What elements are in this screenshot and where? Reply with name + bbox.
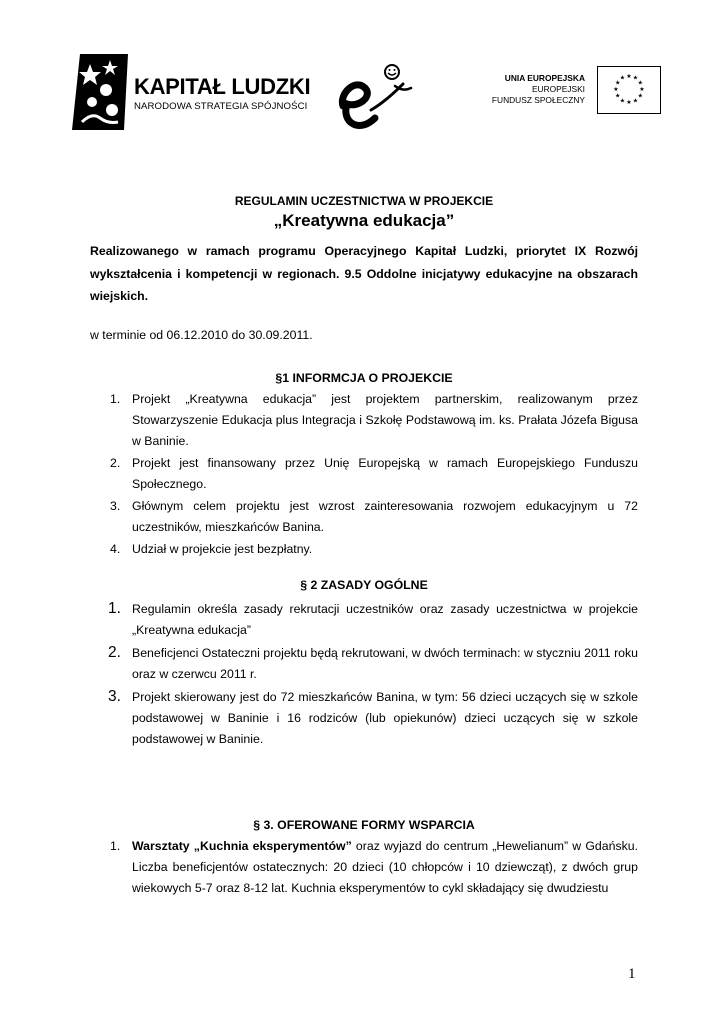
list-item [90,643,638,685]
list-item-number: 1. [108,600,121,617]
list-item-text: Regulamin określa zasady rekrutacji uczestników oraz zasady uczestnictwa w projekcie „Kreatywna edukacja” [132,602,638,637]
list-item [90,389,638,452]
list-item [90,496,638,538]
page-number: 1 [628,966,636,982]
list-item-number: 2. [110,456,121,470]
list-item-number: 3. [108,688,121,705]
svg-text:★: ★ [615,92,621,100]
list-item-number: 2. [108,644,121,661]
section-2-list [90,599,638,752]
list-item-number: 1. [110,392,121,406]
list-item [90,687,638,750]
list-item [90,453,638,495]
eu-line-1: UNIA EUROPEJSKA [504,73,585,83]
list-item-number: 1. [110,839,121,853]
list-item [90,836,638,899]
svg-text:★: ★ [613,86,619,93]
list-item-text: Projekt „Kreatywna edukacja” jest projektem partnerskim, realizowanym przez Stowarzyszenie Edukacja plus Integracja i Szkołę Podstawową im. ks. Prałata Józefa Bigusa w Baninie. [132,392,638,448]
project-term: w terminie od 06.12.2010 do 30.09.2011. [90,328,313,342]
list-item-text: Głównym celem projektu jest wzrost zainteresowania rozwojem edukacyjnym u 72 uczestników, mieszkańców Banina. [132,499,638,534]
list-item [90,599,638,641]
svg-text:★: ★ [632,97,639,105]
svg-text:★: ★ [619,97,626,105]
list-item-text: Projekt jest finansowany przez Unię Europejską w ramach Europejskiego Funduszu Społecznego. [132,456,638,491]
eu-line-3: FUNDUSZ SPOŁECZNY [491,95,585,105]
kapital-ludzki-emblem-icon [70,52,132,132]
kapital-ludzki-logo [70,52,311,132]
intro-paragraph: Realizowanego w ramach programu Operacyjnego Kapitał Ludzki, priorytet IX Rozwój wykształcenia i kompetencji w regionach. 9.5 Oddolne inicjatywy edukacyjne na obszarach wiejskich. [90,244,638,303]
list-item-number: 3. [110,499,121,513]
list-item-text: Beneficjenci Ostateczni projektu będą rekrutowani, w dwóch terminach: w styczniu 2011 roku oraz w czerwcu 2011 r. [132,646,638,681]
workshop-name: Warsztaty „Kuchnia eksperymentów” [132,839,352,853]
eu-flag-icon [597,66,661,114]
section-1-heading: §1 INFORMCJA O PROJEKCIE [275,371,453,385]
section-3-heading: § 3. OFEROWANE FORMY WSPARCIA [253,818,475,832]
eu-line-2: EUROPEJSKI [531,84,585,94]
svg-text:★: ★ [637,92,643,100]
section-3-list [90,836,638,900]
svg-text:★: ★ [615,79,621,87]
kapital-ludzki-title: KAPITAŁ LUDZKI [134,74,311,99]
svg-text:★: ★ [632,74,639,82]
svg-text:★: ★ [626,73,632,80]
svg-text:★: ★ [637,79,643,87]
list-item-text: Udział w projekcie jest bezpłatny. [132,542,313,556]
e-program-logo-icon [335,62,415,134]
svg-text:★: ★ [626,99,632,106]
list-item [90,539,638,560]
project-name-title: „Kreatywna edukacja” [273,211,455,230]
svg-text:★: ★ [639,86,645,93]
list-item-number: 4. [110,542,121,556]
kapital-ludzki-subtitle: NARODOWA STRATEGIA SPÓJNOŚCI [134,101,308,112]
section-2-heading: § 2 ZASADY OGÓLNE [300,578,428,592]
list-item-text: oraz wyjazd do centrum „Hewelianum” w Gdańsku. Liczba beneficjentów ostatecznych: 20 dzieci (10 chłopców i 10 dziewcząt), z dwóch grup wiekowych 5-7 oraz 8-12 lat. Kuchnia eksperymentów to cykl składający się dwudziestu [132,839,638,895]
list-item-text: Projekt skierowany jest do 72 mieszkańców Banina, w tym: 56 dzieci uczących się w szkole podstawowej w Baninie i 16 rodziców (lub opiekunów) dzieci uczących się w szkole podstawowej w Baninie. [132,690,638,746]
section-1-list [90,389,638,561]
svg-text:★: ★ [619,74,626,82]
regulation-title: REGULAMIN UCZESTNICTWA W PROJEKCIE [234,194,494,208]
eu-fund-label [470,73,585,106]
